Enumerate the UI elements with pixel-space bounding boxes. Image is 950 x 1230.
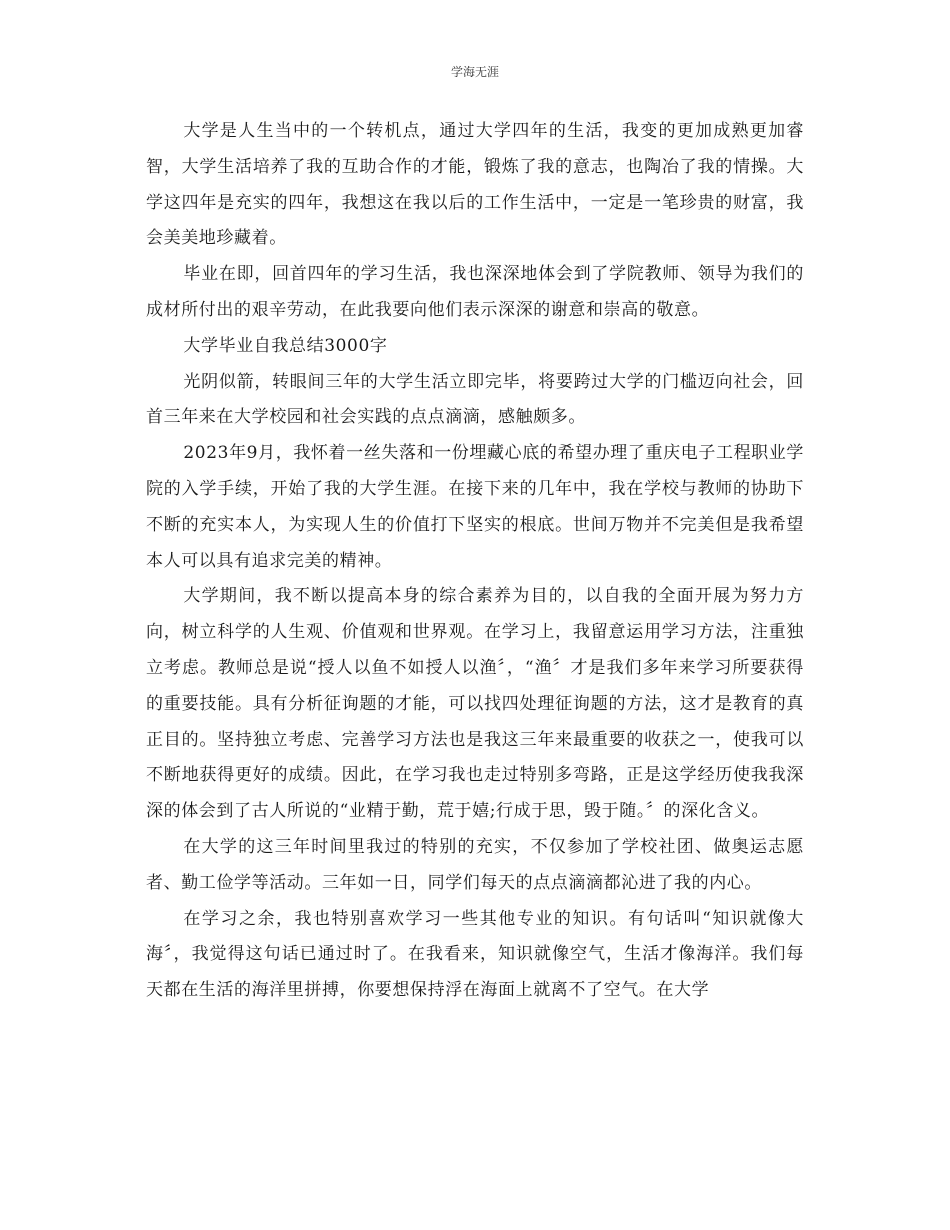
paragraph: 大学是人生当中的一个转机点，通过大学四年的生活，我变的更加成熟更加睿智，大学生活培养了我的互助合作的才能，锻炼了我的意志，也陶冶了我的情操。大学这四年是充实的四年，我想这在我以后的工作生活中，一定是一笔珍贵的财富，我会美美地珍藏着。 [146,121,804,249]
page-header: 学海无涯 [450,65,499,79]
paragraph: 在学习之余，我也特别喜欢学习一些其他专业的知识。有句话叫“知识就像大海〞，我觉得这句话已通过时了。在我看来，知识就像空气，生活才像海洋。我们每天都在生活的海洋里拼搏，你要想保持浮在海面上就离不了空气。在大学 [146,908,804,1001]
paragraph: 毕业在即，回首四年的学习生活，我也深深地体会到了学院教师、领导为我们的成材所付出的艰辛劳动，在此我要向他们表示深深的谢意和崇高的敬意。 [146,264,804,320]
section-heading: 大学毕业自我总结3000字 [183,335,388,356]
paragraph: 2023年9月，我怀着一丝失落和一份埋藏心底的希望办理了重庆电子工程职业学院的入学手续，开始了我的大学生涯。在接下来的几年中，我在学校与教师的协助下不断的充实本人，为实现人生的价值打下坚实的根底。世间万物并不完美但是我希望本人可以具有追求完美的精神。 [146,443,804,571]
paragraph: 大学期间，我不断以提高本身的综合素养为目的，以自我的全面开展为努力方向，树立科学的人生观、价值观和世界观。在学习上，我留意运用学习方法，注重独立考虑。教师总是说“授人以鱼不如授人以渔〞，“渔〞才是我们多年来学习所要获得的重要技能。具有分析征询题的才能，可以找四处理征询题的方法，这才是教育的真正目的。坚持独立考虑、完善学习方法也是我这三年来最重要的收获之一，使我可以不断地获得更好的成绩。因此，在学习我也走过特别多弯路，正是这学经历使我我深深的体会到了古人所说的“业精于勤，荒于嬉;行成于思，毁于随。〞的深化含义。 [146,586,804,822]
paragraph: 在大学的这三年时间里我过的特别的充实，不仅参加了学校社团、做奥运志愿者、勤工俭学等活动。三年如一日，同学们每天的点点滴滴都沁进了我的内心。 [146,836,804,893]
paragraph: 光阴似箭，转眼间三年的大学生活立即完毕，将要跨过大学的门槛迈向社会，回首三年来在大学校园和社会实践的点点滴滴，感触颇多。 [146,371,804,428]
document-body [146,114,804,1009]
